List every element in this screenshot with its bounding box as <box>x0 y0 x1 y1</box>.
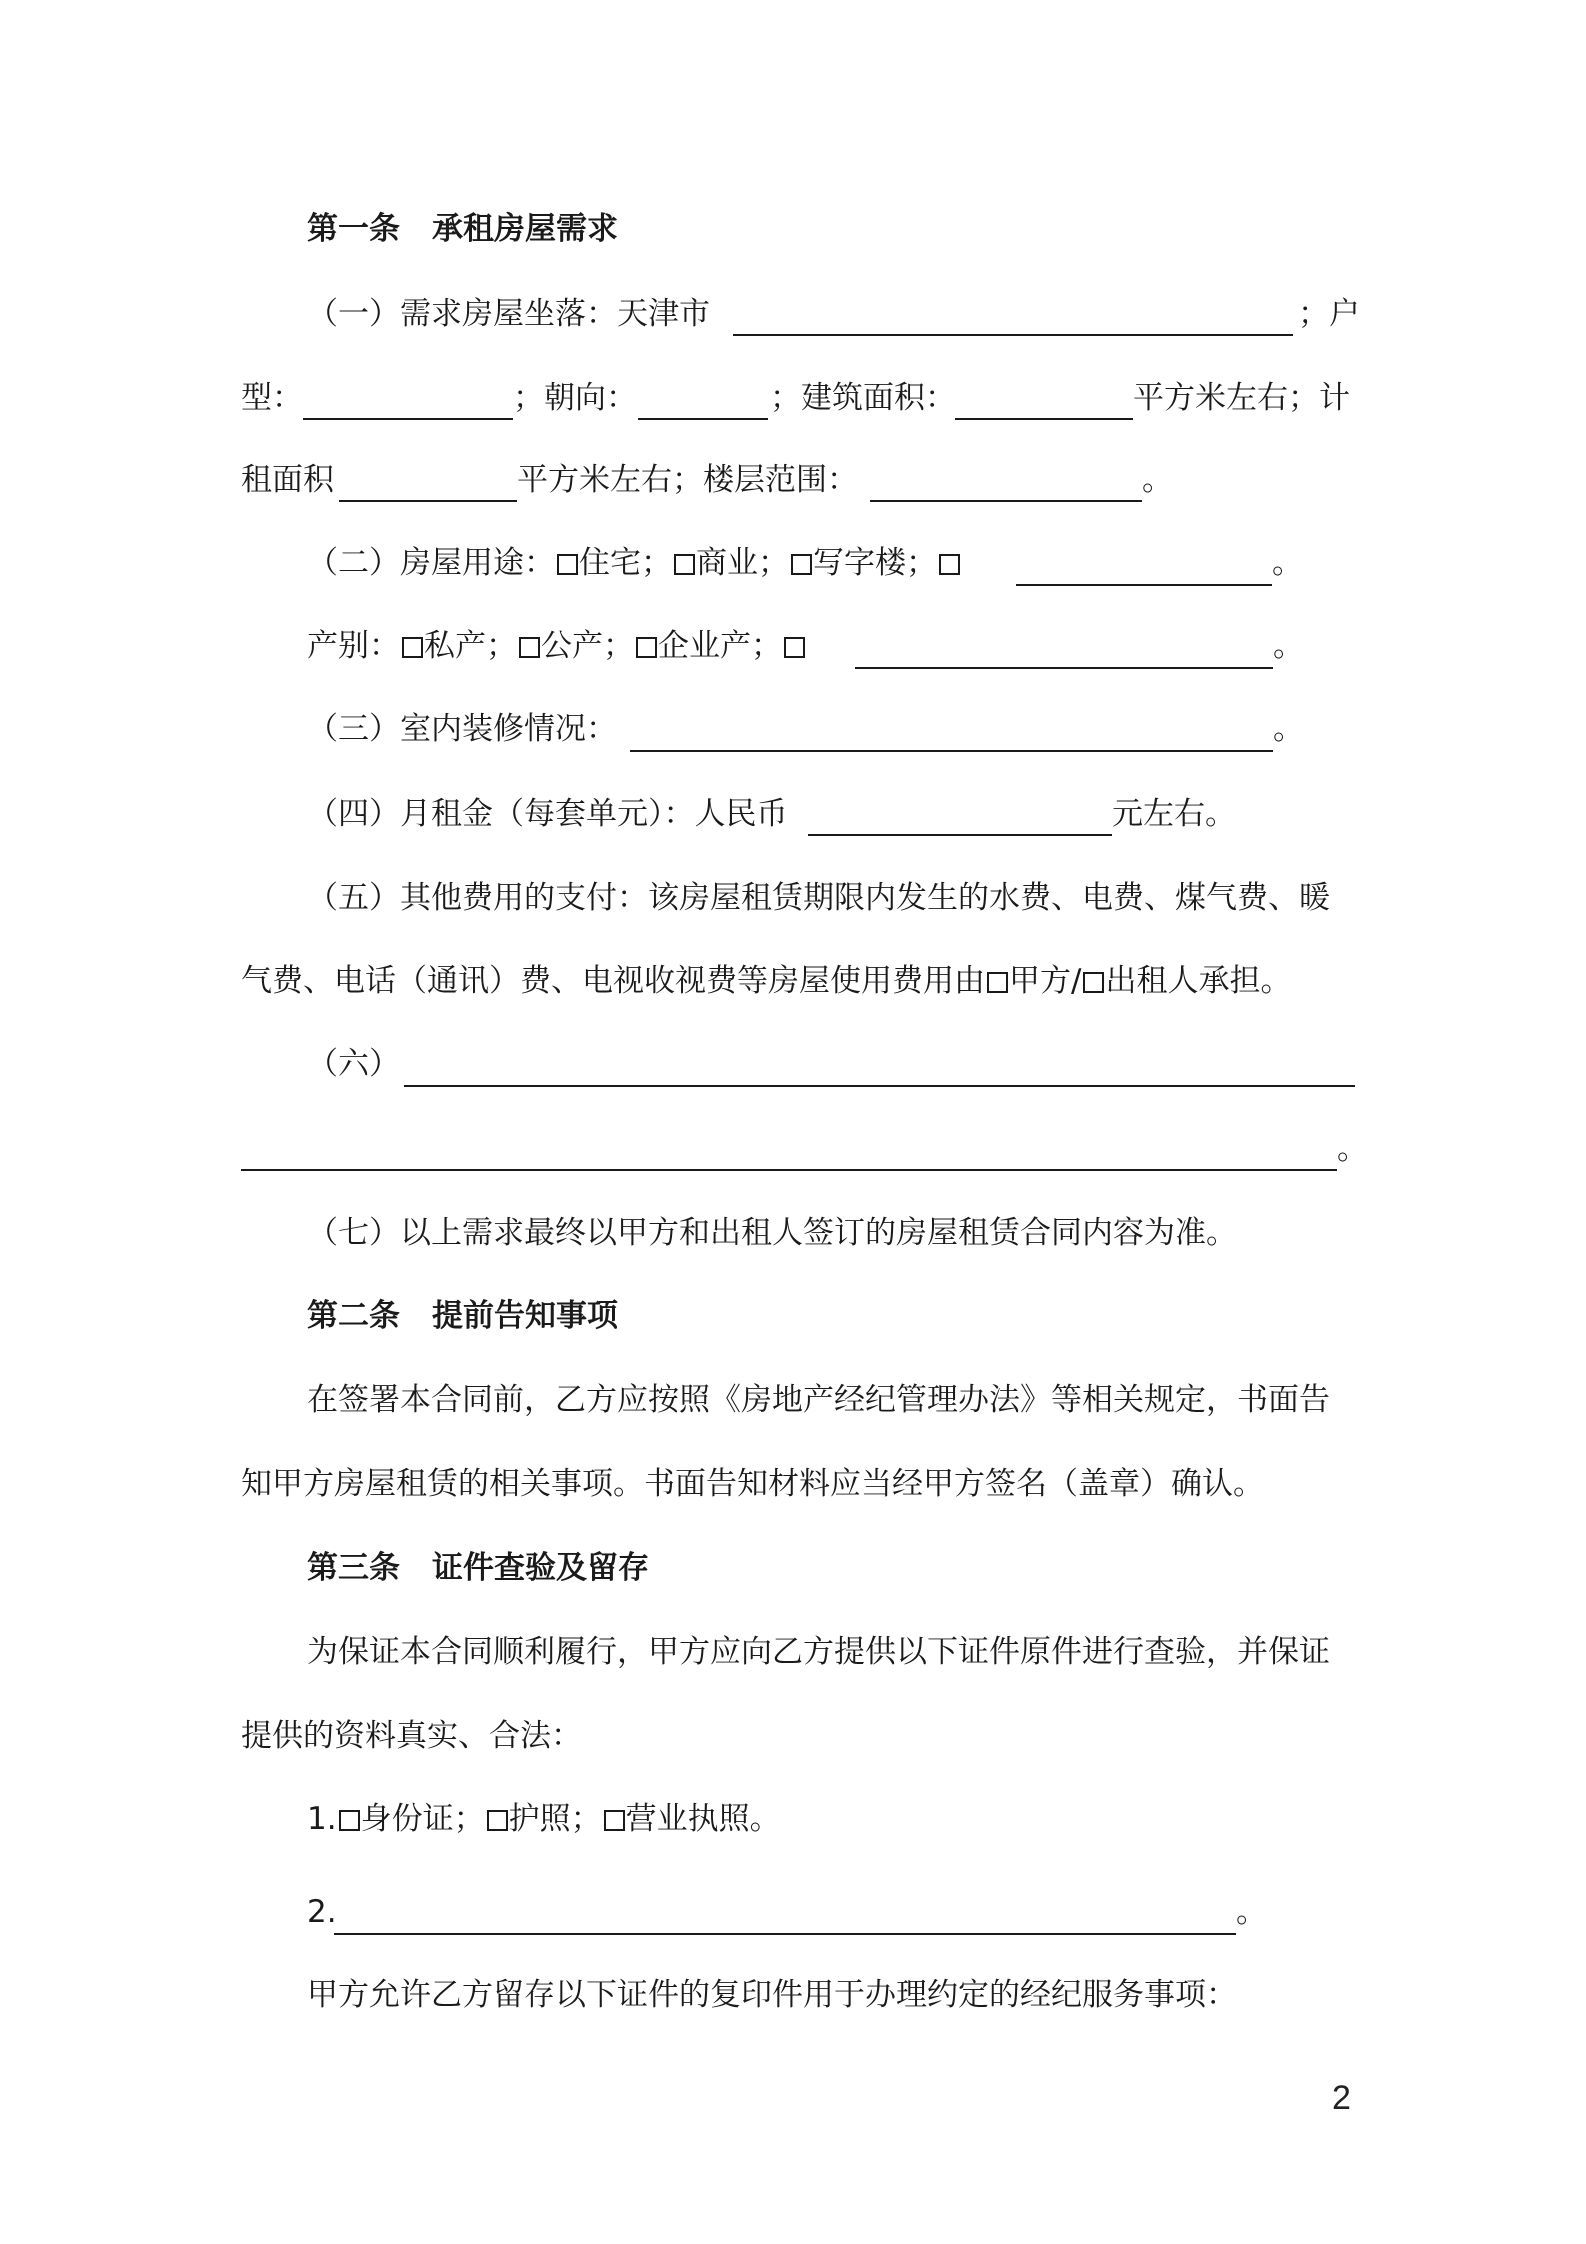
type-blank[interactable] <box>303 418 513 420</box>
checkbox-passport[interactable] <box>487 1810 508 1831</box>
item6-blank-line1[interactable] <box>404 1085 1355 1087</box>
orientation-blank[interactable] <box>638 418 768 420</box>
item1-end: 。 <box>1142 462 1173 498</box>
id-options-line <box>307 1795 781 1843</box>
article1-number: 第一条 <box>307 211 400 247</box>
rent-area-blank[interactable] <box>339 500 517 502</box>
checkbox-id-card[interactable] <box>339 1810 360 1831</box>
article2-heading <box>307 1292 618 1340</box>
checkbox-enterprise[interactable] <box>636 637 657 658</box>
item6-blank-line2[interactable] <box>241 1169 1337 1171</box>
floor-range-blank[interactable] <box>870 500 1142 502</box>
area-unit: 平方米左右；计 <box>1133 380 1350 416</box>
article2-line2: 知甲方房屋租赁的相关事项。书面告知材料应当经甲方签名（盖章）确认。 <box>241 1466 1264 1502</box>
usage-other-blank[interactable] <box>1016 584 1272 586</box>
ownership-end: 。 <box>1273 628 1304 664</box>
option-business-license: 营业执照。 <box>625 1801 781 1837</box>
checkbox-usage-other[interactable] <box>939 554 960 575</box>
list1-number: 1. <box>307 1801 337 1837</box>
decoration-end: 。 <box>1273 711 1304 747</box>
rent-blank[interactable] <box>808 834 1112 836</box>
fees-line1: （五）其他费用的支付：该房屋租赁期限内发生的水费、电费、煤气费、暖 <box>307 880 1330 916</box>
option-passport: 护照； <box>508 1801 602 1837</box>
decoration-blank[interactable] <box>630 750 1273 752</box>
list2-blank[interactable] <box>334 1933 1236 1935</box>
checkbox-commercial[interactable] <box>674 554 695 575</box>
item7-text: （七）以上需求最终以甲方和出租人签订的房屋租赁合同内容为准。 <box>307 1215 1237 1251</box>
usage-line <box>307 539 961 587</box>
article1-heading <box>307 205 618 253</box>
option-id-card: 身份证； <box>360 1801 485 1837</box>
usage-option-residential: 住宅； <box>579 545 672 581</box>
ownership-option-public: 公产； <box>541 628 634 664</box>
fees-line2 <box>241 957 1291 1005</box>
type-label: 型： <box>241 380 303 416</box>
fees-text: 气费、电话（通讯）费、电视收视费等房屋使用费用由 <box>241 963 985 999</box>
article2-number: 第二条 <box>307 1298 400 1334</box>
item1-location-label: （一）需求房屋坐落：天津市 <box>307 296 710 332</box>
usage-label: （二）房屋用途： <box>307 545 555 581</box>
article3-heading <box>307 1544 649 1592</box>
ownership-label: 产别： <box>307 628 400 664</box>
article3-line1: 为保证本合同顺利履行，甲方应向乙方提供以下证件原件进行查验，并保证 <box>307 1634 1330 1670</box>
ownership-line <box>307 622 806 670</box>
checkbox-private[interactable] <box>402 637 423 658</box>
location-blank[interactable] <box>733 334 1293 336</box>
rent-unit: 元左右。 <box>1112 796 1236 832</box>
usage-end: 。 <box>1272 545 1303 581</box>
article3-title: 证件查验及留存 <box>432 1550 649 1586</box>
checkbox-business-license[interactable] <box>604 1810 625 1831</box>
orientation-label: ；朝向： <box>513 380 637 416</box>
item1-after-city: ；户 <box>1298 296 1360 332</box>
ownership-other-blank[interactable] <box>855 667 1273 669</box>
checkbox-office[interactable] <box>791 554 812 575</box>
decoration-label: （三）室内装修情况： <box>307 711 617 747</box>
checkbox-ownership-other[interactable] <box>784 637 805 658</box>
article3-line2: 提供的资料真实、合法： <box>241 1718 582 1754</box>
list2-end: 。 <box>1236 1894 1267 1930</box>
fees-option-party-a: 甲方/ <box>1009 963 1082 999</box>
item6-label: （六） <box>307 1046 400 1082</box>
area-label: ；建筑面积： <box>770 380 956 416</box>
page-number: 2 <box>1332 2079 1351 2117</box>
checkbox-lessor[interactable] <box>1083 972 1104 993</box>
rent-label: （四）月租金（每套单元）：人民币 <box>307 796 788 832</box>
fees-option-lessor: 出租人承担。 <box>1105 963 1292 999</box>
rent-area-unit: 平方米左右；楼层范围： <box>517 462 858 498</box>
area-blank[interactable] <box>955 418 1133 420</box>
ownership-option-private: 私产； <box>424 628 517 664</box>
article2-title: 提前告知事项 <box>432 1298 618 1334</box>
article1-title: 承租房屋需求 <box>432 211 618 247</box>
checkbox-party-a[interactable] <box>987 972 1008 993</box>
list2-number: 2. <box>307 1894 337 1930</box>
article3-last-line: 甲方允许乙方留存以下证件的复印件用于办理约定的经纪服务事项： <box>307 1977 1237 2013</box>
checkbox-residential[interactable] <box>557 554 578 575</box>
item6-end: 。 <box>1337 1131 1368 1167</box>
article2-line1: 在签署本合同前，乙方应按照《房地产经纪管理办法》等相关规定，书面告 <box>307 1382 1330 1418</box>
article3-number: 第三条 <box>307 1550 400 1586</box>
rent-area-label: 租面积 <box>241 462 334 498</box>
usage-option-commercial: 商业； <box>696 545 789 581</box>
checkbox-public[interactable] <box>519 637 540 658</box>
usage-option-office: 写字楼； <box>813 545 937 581</box>
ownership-option-enterprise: 企业产； <box>658 628 782 664</box>
